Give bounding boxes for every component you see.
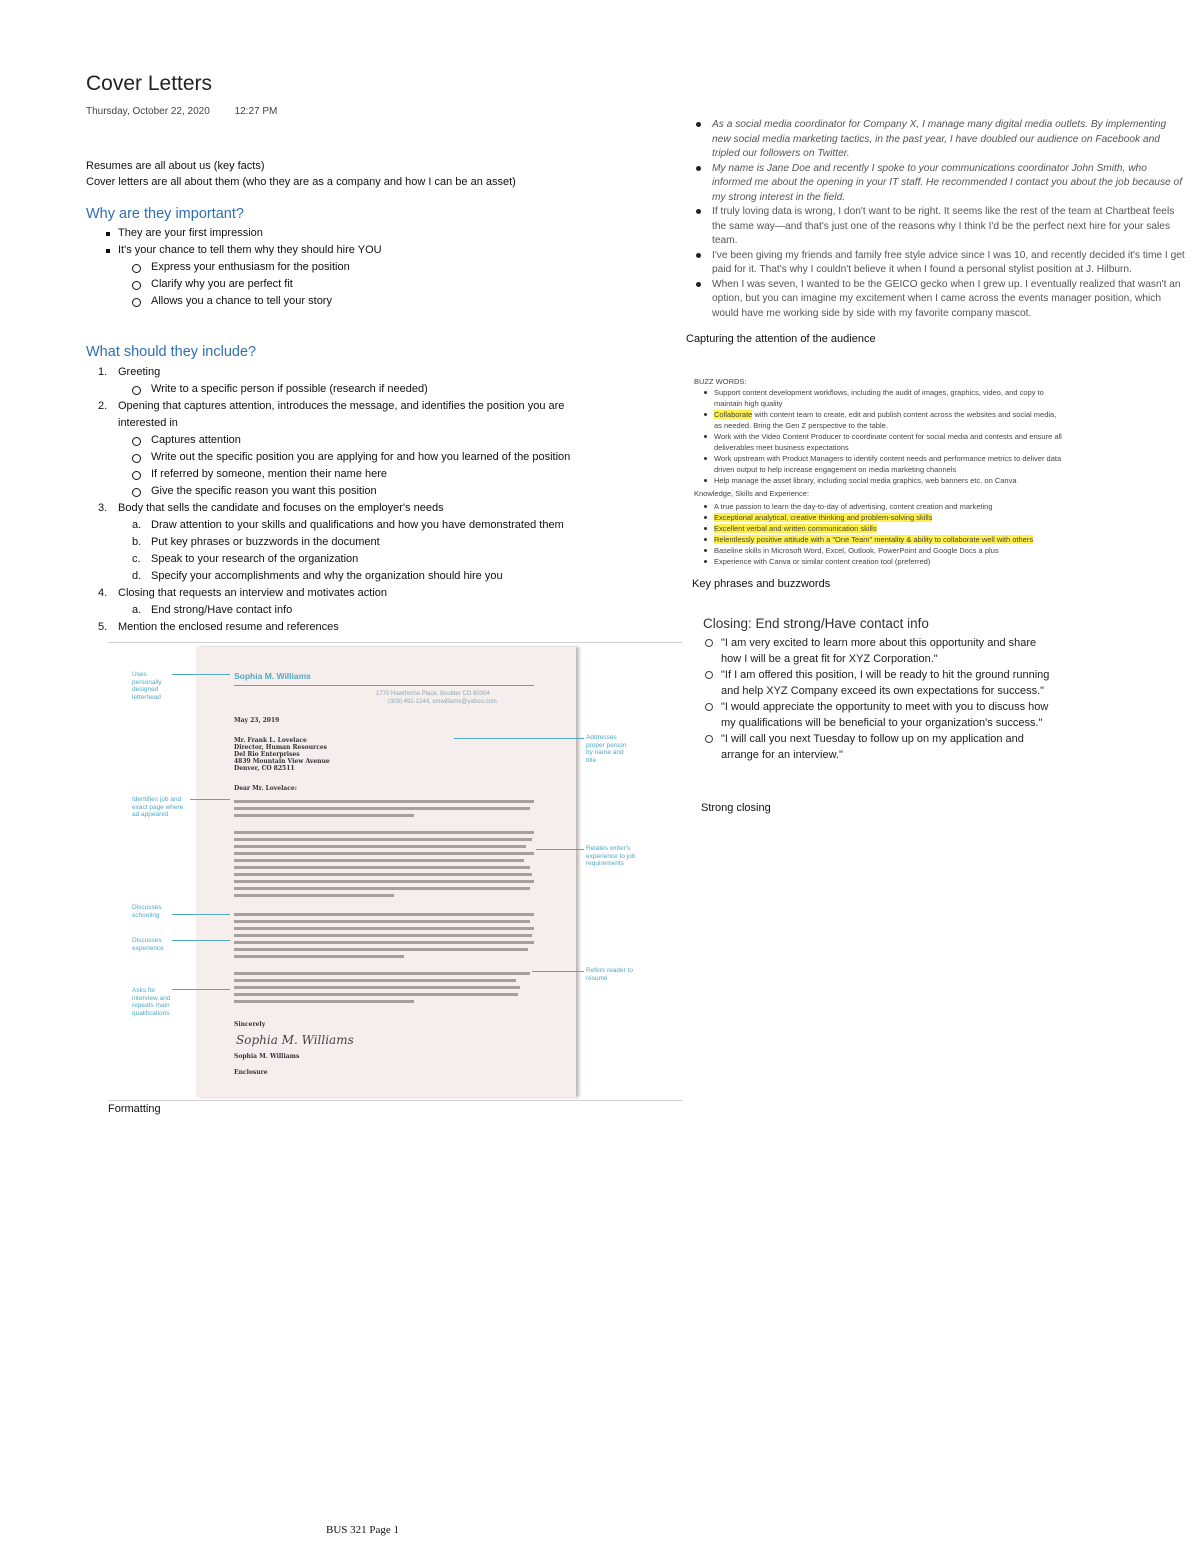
- attention-examples: [686, 118, 1186, 321]
- letter-salutation: Dear Mr. Lovelace:: [234, 785, 297, 792]
- letter-name: Sophia M. Williams: [234, 671, 311, 681]
- list-item: Clarify why you are perfect fit: [151, 276, 382, 293]
- closing-section: [703, 616, 1053, 763]
- list-item: "If I am offered this position, I will be ready to hit the ground running and help XYZ Company exceed its own expectations for success.": [703, 667, 1053, 699]
- letter-closing: Sincerely: [234, 1021, 266, 1028]
- list-item: Give the specific reason you want this position: [151, 483, 678, 500]
- annotation-line: [536, 849, 584, 850]
- letter-recipient: Mr. Frank L. Lovelace Director, Human Resources Del Rio Enterprises 4839 Mountain View Avenue Denver, CO 82511: [234, 737, 330, 772]
- caption-attention: Capturing the attention of the audience: [686, 333, 876, 345]
- annotation-experience: Discusses experience: [132, 937, 164, 952]
- caption-closing: Strong closing: [701, 802, 771, 814]
- list-item: Exceptional analytical, creative thinking and problem-solving skills: [694, 512, 1064, 523]
- letter-enclosure: Enclosure: [234, 1069, 268, 1076]
- include-heading: What should they include?: [86, 344, 257, 360]
- annotation-line: [172, 914, 230, 915]
- list-item: If truly loving data is wrong, I don't want to be right. It seems like the rest of the team at Chartbeat feels the same way—and that's just one of the reasons why I think I'd be the perfect next hire for your sales team.: [686, 205, 1186, 249]
- caption-buzzwords: Key phrases and buzzwords: [692, 578, 831, 590]
- page-time: 12:27 PM: [234, 106, 278, 117]
- knowledge-heading: Knowledge, Skills and Experience:: [694, 489, 810, 498]
- list-item: A true passion to learn the day-to-day of advertising, content creation and marketing: [694, 501, 1064, 512]
- list-item: c. Speak to your research of the organization: [132, 553, 359, 565]
- annotation-line: [190, 799, 230, 800]
- list-item: Work with the Video Content Producer to coordinate content for social media and contests and ensure all deliverables meet business expectations: [694, 431, 1064, 453]
- intro: [86, 158, 516, 190]
- list-item: Write to a specific person if possible (research if needed): [151, 381, 678, 398]
- list-item: Relentlessly positive attitude with a "One Team" mentality & ability to collaborate well with others: [694, 534, 1064, 545]
- page-date: Thursday, October 22, 2020: [86, 106, 210, 117]
- why-heading: Why are they important?: [86, 206, 244, 222]
- list-item: a. End strong/Have contact info: [132, 604, 293, 616]
- list-item: "I am very excited to learn more about this opportunity and share how I will be a great fit for XYZ Corporation.": [703, 635, 1053, 667]
- list-item: a. Draw attention to your skills and qualifications and how you have demonstrated them: [132, 519, 564, 531]
- list-item: Excellent verbal and written communication skills: [694, 523, 1064, 534]
- list-item: 2. Opening that captures attention, introduces the message, and identifies the position you are: [98, 400, 565, 412]
- list-item: It's your chance to tell them why they should hire YOU: [118, 242, 382, 259]
- annotation-schooling: Discusses schooling: [132, 904, 162, 919]
- list-item: Help manage the asset library, including social media graphics, web banners etc. on Canva: [694, 475, 1064, 486]
- page-timestamp: [86, 106, 299, 117]
- page-footer: BUS 321 Page 1: [326, 1524, 400, 1536]
- annotation-refers: Refers reader to résumé: [586, 967, 633, 982]
- list-item: Express your enthusiasm for the position: [151, 259, 382, 276]
- list-item: b. Put key phrases or buzzwords in the document: [132, 536, 380, 548]
- closing-heading: Closing: End strong/Have contact info: [703, 616, 929, 631]
- annotation-line: [172, 940, 230, 941]
- letter-address: 1770 Hawthorne Place, Boulder CO 80304: [376, 691, 490, 697]
- list-item: "I would appreciate the opportunity to meet with you to discuss how my qualifications will be beneficial to your organization's success.": [703, 699, 1053, 731]
- list-item: When I was seven, I wanted to be the GEICO gecko when I grew up. I eventually realized that wasn't an option, but you can imagine my excitement when I came across the events manager position, which would have me working side by side with my favorite company mascot.: [686, 278, 1186, 322]
- annotation-interview: Asks for interview and repeats main qualifications: [132, 987, 171, 1017]
- caption-formatting: Formatting: [108, 1103, 161, 1115]
- list-item: d. Specify your accomplishments and why the organization should hire you: [132, 570, 503, 582]
- list-item: 1. Greeting: [98, 366, 161, 378]
- list-item: Write out the specific position you are applying for and how you learned of the position: [151, 449, 678, 466]
- letter-page: [196, 647, 576, 1097]
- list-item-continued: interested in: [118, 417, 178, 429]
- list-item: If referred by someone, mention their name here: [151, 466, 678, 483]
- list-item: Baseline skills in Microsoft Word, Excel, Outlook, PowerPoint and Google Docs a plus: [694, 545, 1064, 556]
- annotation-line: [532, 971, 584, 972]
- annotation-job: Identifies job and exact page where ad appeared: [132, 796, 184, 818]
- page-title: Cover Letters: [86, 72, 213, 95]
- letter-signed-name: Sophia M. Williams: [234, 1053, 300, 1060]
- buzzwords-section: [694, 376, 1064, 567]
- intro-line: Resumes are all about us (key facts): [86, 160, 265, 172]
- list-item: Support content development workflows, including the audit of images, graphics, video, and copy to maintain high quality: [694, 387, 1064, 409]
- list-item: My name is Jane Doe and recently I spoke to your communications coordinator John Smith, who informed me about the opening in your IT staff. He recommended I contact you about the job because of my strong interest in the field.: [686, 162, 1186, 206]
- list-item: 5. Mention the enclosed resume and references: [98, 621, 339, 633]
- sample-letter-image: [108, 643, 682, 1101]
- list-item: Experience with Canva or similar content creation tool (preferred): [694, 556, 1064, 567]
- annotation-addresses: Addresses proper person by name and title: [586, 734, 627, 764]
- list-item: 4. Closing that requests an interview and motivates action: [98, 587, 388, 599]
- annotation-line: [172, 989, 230, 990]
- annotation-line: [454, 738, 584, 739]
- buzzwords-heading: BUZZ WORDS:: [694, 377, 747, 386]
- why-list: [118, 225, 382, 310]
- letterhead-rule: [234, 685, 534, 686]
- list-item: Captures attention: [151, 432, 678, 449]
- annotation-relates: Relates writer's experience to job requirements: [586, 845, 636, 867]
- list-item: 3. Body that sells the candidate and focuses on the employer's needs: [98, 502, 444, 514]
- list-item: As a social media coordinator for Company X, I manage many digital media outlets. By implementing new social media marketing tactics, in the past year, I have doubled our audience on Facebook and tripled our followers on Twitter.: [686, 118, 1186, 162]
- list-item: I've been giving my friends and family free style advice since I was 10, and recently decided it's time I get paid for it. That's why I couldn't believe it when I found a personal stylist position at J. Hilburn.: [686, 249, 1186, 278]
- intro-line: Cover letters are all about them (who they are as a company and how I can be an asset): [86, 176, 516, 188]
- list-item: Work upstream with Product Managers to identify content needs and performance metrics to deliver data driven output to help increase engagement on media marketing channels: [694, 453, 1064, 475]
- list-item: Collaborate with content team to create, edit and publish content across the websites and social media, as needed. Bring the Gen Z perspective to the table.: [694, 409, 1064, 431]
- letter-signature: Sophia M. Williams: [236, 1033, 354, 1047]
- annotation-letterhead: Uses personally designed letterhead: [132, 671, 162, 701]
- list-item: They are your first impression: [118, 225, 382, 242]
- annotation-line: [172, 674, 230, 675]
- divider: [108, 1100, 682, 1101]
- letter-contact: (303) 492-1244, smwilliams@yahoo.com: [388, 699, 497, 705]
- list-item: Allows you a chance to tell your story: [151, 293, 382, 310]
- include-list: [98, 364, 678, 636]
- list-item: "I will call you next Tuesday to follow up on my application and arrange for an interview.": [703, 731, 1053, 763]
- letter-date: May 23, 2019: [234, 717, 280, 724]
